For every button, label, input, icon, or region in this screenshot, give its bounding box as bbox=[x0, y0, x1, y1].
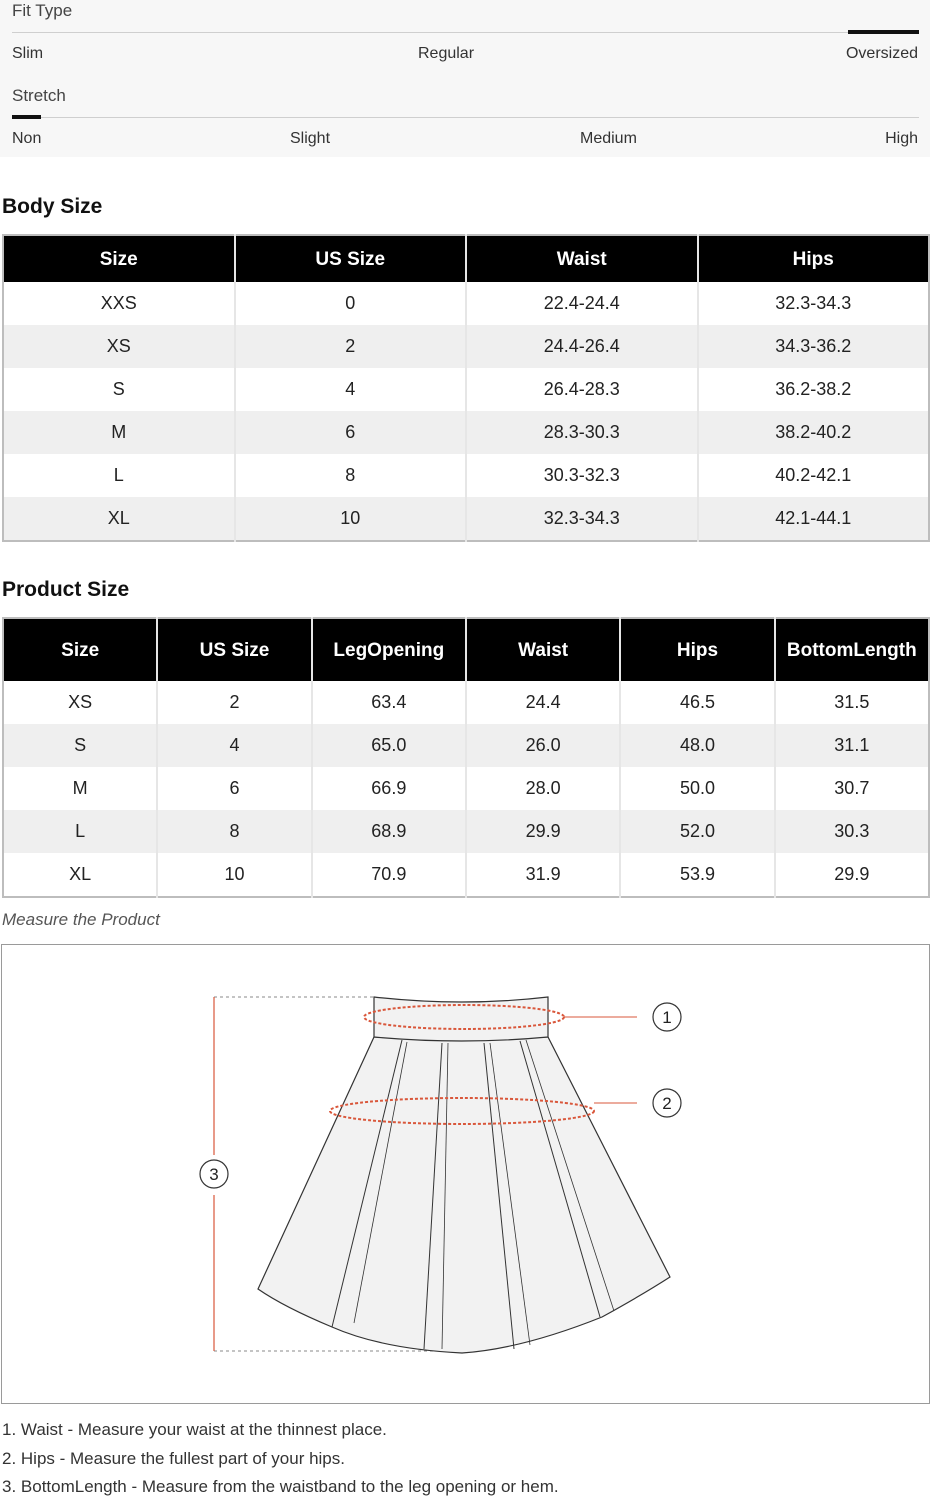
table-cell: S bbox=[112, 379, 125, 399]
fit-label-slim: Slim bbox=[12, 45, 44, 62]
body-header-size: Size bbox=[3, 235, 235, 282]
stretch-selected-marker bbox=[12, 115, 41, 119]
table-cell: 31.9 bbox=[466, 853, 620, 897]
table-cell: XS bbox=[68, 692, 93, 712]
table-cell: 63.4 bbox=[312, 681, 466, 724]
table-cell: 4 bbox=[157, 724, 311, 767]
table-cell: 8 bbox=[235, 454, 467, 497]
fit-panel bbox=[0, 0, 930, 157]
table-cell: 32.3-34.3 bbox=[466, 497, 698, 541]
body-header-hips: Hips bbox=[698, 235, 930, 282]
table-cell: 32.3-34.3 bbox=[698, 282, 930, 325]
table-row bbox=[3, 681, 929, 724]
table-cell: 24.4 bbox=[466, 681, 620, 724]
stretch-label-slight: Slight bbox=[290, 130, 331, 147]
table-cell: 50.0 bbox=[620, 767, 774, 810]
table-cell: XXS bbox=[100, 293, 137, 313]
table-cell: 6 bbox=[157, 767, 311, 810]
table-cell: 36.2-38.2 bbox=[698, 368, 930, 411]
table-cell: 4 bbox=[235, 368, 467, 411]
fit-label-oversized: Oversized bbox=[845, 45, 918, 62]
instruction-bottom-length: 3. BottomLength - Measure from the waistband to the leg opening or hem. bbox=[2, 1477, 559, 1496]
table-cell: 28.0 bbox=[466, 767, 620, 810]
table-row bbox=[3, 767, 929, 810]
table-cell: XS bbox=[3, 325, 235, 368]
table-row bbox=[3, 810, 929, 853]
table-cell: 26.4-28.3 bbox=[466, 368, 698, 411]
table-cell: 65.0 bbox=[312, 724, 466, 767]
table-cell: 31.1 bbox=[775, 724, 929, 767]
skirt-waistband bbox=[374, 997, 548, 1041]
product-size-title: Product Size bbox=[2, 578, 130, 601]
table-cell: 28.3-30.3 bbox=[466, 411, 698, 454]
table-cell: 66.9 bbox=[312, 767, 466, 810]
table-row bbox=[3, 411, 929, 454]
table-cell: S bbox=[3, 724, 157, 767]
product-header-hips: Hips bbox=[620, 618, 774, 681]
stretch-label-medium: Medium bbox=[580, 130, 637, 147]
fit-type-track bbox=[12, 32, 919, 33]
skirt-body bbox=[258, 1037, 670, 1353]
table-cell: XL bbox=[69, 864, 92, 884]
table-cell: 34.3-36.2 bbox=[698, 325, 930, 368]
table-cell: 70.9 bbox=[312, 853, 466, 897]
table-cell: 68.9 bbox=[312, 810, 466, 853]
product-header-us-size: US Size bbox=[157, 618, 311, 681]
table-cell: 29.9 bbox=[775, 853, 929, 897]
table-cell: 38.2-40.2 bbox=[698, 411, 930, 454]
stretch-track bbox=[12, 117, 919, 118]
table-row bbox=[3, 724, 929, 767]
table-cell: 30.3 bbox=[775, 810, 929, 853]
table-row bbox=[3, 497, 929, 541]
table-cell: 6 bbox=[235, 411, 467, 454]
table-cell: 46.5 bbox=[620, 681, 774, 724]
table-cell: 2 bbox=[235, 325, 467, 368]
table-cell: 30.7 bbox=[775, 767, 929, 810]
product-header-waist: Waist bbox=[466, 618, 620, 681]
fit-type-selected-marker bbox=[848, 30, 919, 34]
table-row bbox=[3, 325, 929, 368]
measure-diagram bbox=[1, 944, 930, 1404]
skirt-illustration bbox=[2, 945, 929, 1403]
fit-label-regular: Regular bbox=[418, 45, 475, 62]
table-cell: 40.2-42.1 bbox=[698, 454, 930, 497]
table-row bbox=[3, 282, 929, 325]
table-cell: 10 bbox=[157, 853, 311, 897]
product-header-size: Size bbox=[3, 618, 157, 681]
table-cell: 29.9 bbox=[466, 810, 620, 853]
table-cell: 10 bbox=[235, 497, 467, 541]
table-cell: M bbox=[72, 778, 88, 798]
fit-type-title: Fit Type bbox=[12, 1, 73, 20]
measure-caption: Measure the Product bbox=[2, 910, 160, 929]
body-size-header-row bbox=[3, 235, 929, 282]
marker-number-2: 2 bbox=[662, 1094, 672, 1113]
table-row bbox=[3, 368, 929, 411]
instruction-hips: 2. Hips - Measure the fullest part of your hips. bbox=[2, 1449, 345, 1468]
table-cell: 30.3-32.3 bbox=[466, 454, 698, 497]
body-header-waist: Waist bbox=[466, 235, 698, 282]
product-size-header-row bbox=[3, 618, 929, 681]
body-header-us-size: US Size bbox=[235, 235, 467, 282]
table-cell: 26.0 bbox=[466, 724, 620, 767]
stretch-label-non: Non bbox=[12, 130, 42, 147]
table-cell: 8 bbox=[157, 810, 311, 853]
body-size-table bbox=[2, 234, 930, 542]
marker-number-1: 1 bbox=[662, 1008, 672, 1027]
table-cell: 31.5 bbox=[775, 681, 929, 724]
table-cell: 48.0 bbox=[620, 724, 774, 767]
marker-number-3: 3 bbox=[209, 1165, 219, 1184]
table-cell: 2 bbox=[157, 681, 311, 724]
product-header-leg-opening: LegOpening bbox=[312, 618, 466, 681]
instruction-waist: 1. Waist - Measure your waist at the thinnest place. bbox=[2, 1420, 387, 1439]
table-cell: 53.9 bbox=[620, 853, 774, 897]
product-header-bottom-length: BottomLength bbox=[775, 618, 929, 681]
table-cell: XL bbox=[3, 497, 235, 541]
stretch-label-high: High bbox=[885, 130, 918, 147]
table-cell: L bbox=[113, 465, 124, 485]
table-row bbox=[3, 454, 929, 497]
product-size-table bbox=[2, 617, 930, 898]
table-cell: L bbox=[3, 810, 157, 853]
body-size-title: Body Size bbox=[2, 195, 103, 218]
table-row bbox=[3, 853, 929, 897]
table-cell: 52.0 bbox=[620, 810, 774, 853]
table-cell: 22.4-24.4 bbox=[466, 282, 698, 325]
table-cell: M bbox=[3, 411, 235, 454]
stretch-title: Stretch bbox=[12, 86, 66, 105]
table-cell: 42.1-44.1 bbox=[698, 497, 930, 541]
table-cell: 24.4-26.4 bbox=[466, 325, 698, 368]
table-cell: 0 bbox=[235, 282, 467, 325]
